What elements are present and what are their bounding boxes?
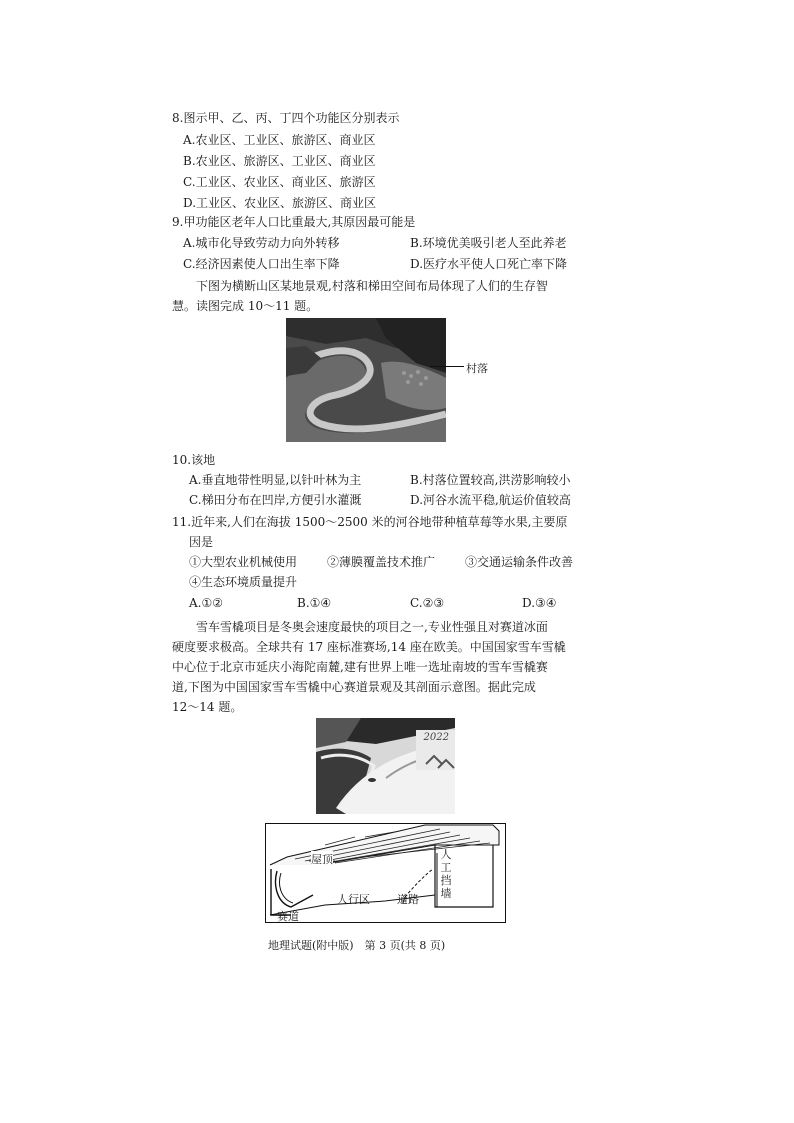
q9-option-d: D.医疗水平使人口死亡率下降 xyxy=(410,257,568,271)
q11-item-3: ③交通运输条件改善 xyxy=(465,555,574,569)
intro-12-14-line1: 雪车雪橇项目是冬奥会速度最快的项目之一,专业性强且对赛道冰面 xyxy=(196,620,548,634)
q8-option-a: A.农业区、工业区、旅游区、商业区 xyxy=(183,133,376,147)
q9-stem: 9.甲功能区老年人口比重最大,其原因最可能是 xyxy=(172,215,416,229)
intro-12-14-line2: 硬度要求极高。全球共有 17 座标准赛场,14 座在欧美。中国国家雪车雪橇 xyxy=(172,640,566,654)
q11-stem-line1: 11.近年来,人们在海拔 1500～2500 米的河谷地带种植草莓等水果,主要原 xyxy=(172,515,568,529)
track-cross-section-diagram xyxy=(265,823,506,923)
sled-track-photo xyxy=(316,718,455,814)
q11-stem-line2: 因是 xyxy=(189,535,214,549)
q11-item-4: ④生态环境质量提升 xyxy=(189,575,298,589)
q8-option-d: D.工业区、农业区、旅游区、商业区 xyxy=(183,196,377,210)
page-footer: 地理试题(附中版) 第 3 页(共 8 页) xyxy=(268,939,446,952)
q10-option-b: B.村落位置较高,洪涝影响较小 xyxy=(410,473,571,487)
q9-option-c: C.经济因素使人口出生率下降 xyxy=(183,257,340,271)
track-label: 赛道 xyxy=(277,910,299,923)
walkway-label: 人行区 xyxy=(337,893,370,906)
valley-landscape-photo xyxy=(286,318,446,442)
intro-10-11-line1: 下图为横断山区某地景观,村落和梯田空间布局体现了人们的生存智 xyxy=(196,279,548,293)
q10-stem: 10.该地 xyxy=(172,453,216,467)
cross-section-drawing xyxy=(265,823,506,923)
wall-char-2: 工 xyxy=(440,861,452,874)
q11-option-d: D.③④ xyxy=(522,596,557,610)
q11-option-a: A.①② xyxy=(189,596,223,610)
q11-item-2: ②薄膜覆盖技术推广 xyxy=(327,555,436,569)
q11-item-1: ①大型农业机械使用 xyxy=(189,555,298,569)
q9-option-a: A.城市化导致劳动力向外转移 xyxy=(183,236,340,250)
q9-option-b: B.环境优美吸引老人至此养老 xyxy=(410,236,567,250)
q10-option-c: C.梯田分布在凹岸,方便引水灌溉 xyxy=(189,493,362,507)
intro-10-11-line2: 慧。读图完成 10～11 题。 xyxy=(172,299,319,313)
intro-12-14-line4: 道,下图为中国国家雪车雪橇中心赛道景观及其剖面示意图。据此完成 xyxy=(172,680,536,694)
road-label: 道路 xyxy=(397,893,419,906)
intro-12-14-line5: 12～14 题。 xyxy=(172,700,243,714)
q10-option-d: D.河谷水流平稳,航运价值较高 xyxy=(410,493,571,507)
village-label: 村落 xyxy=(466,362,488,375)
intro-12-14-line3: 中心位于北京市延庆小海陀南麓,建有世界上唯一选址南坡的雪车雪橇赛 xyxy=(172,660,548,674)
valley-landscape-image xyxy=(286,318,446,442)
q10-option-a: A.垂直地带性明显,以针叶林为主 xyxy=(189,473,362,487)
roof-label: 屋顶 xyxy=(311,853,333,866)
q11-option-c: C.②③ xyxy=(410,596,445,610)
wall-char-1: 人 xyxy=(440,848,452,861)
q8-stem: 8.图示甲、乙、丙、丁四个功能区分别表示 xyxy=(172,111,400,125)
village-leader-line xyxy=(430,366,464,367)
retaining-wall-label xyxy=(439,848,453,900)
q11-option-b: B.①④ xyxy=(297,596,332,610)
wall-char-4: 墙 xyxy=(440,887,452,900)
wall-char-3: 挡 xyxy=(440,874,452,887)
olympic-sign-text: 2022 xyxy=(423,732,449,743)
q8-option-c: C.工业区、农业区、商业区、旅游区 xyxy=(183,175,376,189)
q8-option-b: B.农业区、旅游区、工业区、商业区 xyxy=(183,154,376,168)
